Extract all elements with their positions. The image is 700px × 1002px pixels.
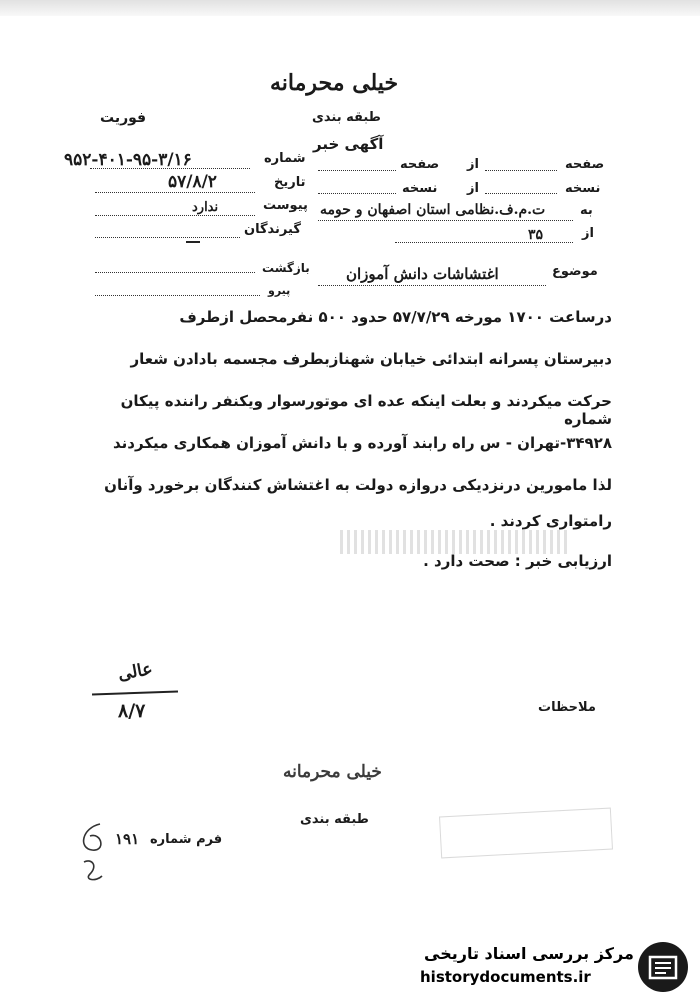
subject-value: اغتشاشات دانش آموزان: [346, 265, 499, 283]
copy-total-dotted-line: [318, 193, 396, 194]
watermark-url: historydocuments.ir: [420, 968, 591, 986]
form-number-label: فرم شماره: [150, 832, 223, 847]
classification-stamp: خیلی محرمانه: [270, 70, 399, 96]
follow-dotted-line: [95, 295, 260, 296]
recipients-label: گیرندگان: [244, 222, 301, 237]
page-of-label: از: [467, 157, 479, 172]
from-dotted-line: [395, 242, 573, 243]
classification-label: طبقه بندی: [312, 110, 381, 125]
urgency-label: فوریت: [100, 110, 147, 126]
date-dotted-line: [95, 192, 255, 193]
footer-classification-label: طبقه بندی: [300, 812, 369, 827]
body-line: دبیرستان پسرانه ابتدائی خیابان شهنازبطرف مجسمه بادادن شعار: [130, 350, 612, 368]
to-label: به: [580, 203, 593, 218]
return-dotted-line: [95, 272, 255, 273]
attachment-value: ندارد: [192, 200, 219, 215]
attachment-dotted-line: [95, 215, 255, 216]
annotation-underline: [92, 690, 178, 695]
page-total-dotted-line: [318, 170, 396, 171]
subject-dotted-line: [318, 285, 546, 286]
handwritten-date: ۸/۷: [118, 700, 146, 722]
from-label: از: [582, 226, 594, 241]
number-dotted-line: [90, 168, 250, 169]
form-title: آگهی خبر: [313, 135, 384, 153]
evaluation-line: ارزیابی خبر : صحت دارد .: [423, 552, 612, 570]
handwritten-initials: عالی: [116, 659, 155, 685]
return-label: بازگشت: [262, 261, 310, 275]
date-value: ۵۷/۸/۲: [168, 172, 217, 192]
page-total-label: صفحه: [400, 157, 440, 172]
to-dotted-line: [318, 220, 573, 221]
footer-classification-stamp: خیلی محرمانه: [283, 762, 382, 782]
body-line: درساعت ۱۷۰۰ مورخه ۵۷/۷/۲۹ حدود ۵۰۰ نفرمحصل ازطرف: [179, 308, 612, 326]
from-value: ۳۵: [528, 227, 544, 243]
page-dotted-line: [485, 170, 557, 171]
scan-edge-smudge: [0, 0, 700, 16]
body-line: رامتواری کردند .: [489, 512, 612, 530]
body-line: ۳۴۹۲۸-تهران - س راه رابند آورده و با دانش آموزان همکاری میکردند: [113, 434, 612, 452]
body-line: حرکت میکردند و بعلت اینکه عده ای موتورسوار ویکنفر راننده پیکان شماره: [120, 392, 612, 428]
faint-bleedthrough-text: [340, 530, 570, 554]
date-label: تاریخ: [274, 175, 306, 190]
page-label: صفحه: [565, 157, 605, 172]
recipients-dotted-line: [95, 237, 240, 238]
recipients-dash-mark: [186, 241, 200, 243]
follow-label: پیرو: [268, 284, 291, 297]
copy-of-label: از: [467, 181, 479, 196]
form-number-value: ۱۹۱: [115, 830, 140, 848]
copy-label: نسخه: [565, 181, 601, 196]
remarks-label: ملاحظات: [538, 700, 596, 715]
archive-logo-icon: [636, 940, 690, 994]
body-line: لذا مامورین درنزدیکی دروازه دولت به اغتشاش کنندگان برخورد وآنان: [104, 476, 612, 494]
faint-bleedthrough-stamp: [439, 808, 613, 859]
subject-label: موضوع: [552, 264, 598, 279]
number-value: ۹۵۲-۴۰۱-۹۵-۳/۱۶: [64, 150, 192, 170]
watermark-title: مرکز بررسی اسناد تاریخی: [424, 944, 634, 963]
attachment-label: پیوست: [263, 198, 308, 213]
number-label: شماره: [264, 151, 306, 166]
handwritten-signature-mark: [72, 818, 112, 888]
copy-total-label: نسخه: [402, 181, 438, 196]
to-value: ت.م.ف.نظامی استان اصفهان و حومه: [320, 202, 546, 218]
copy-dotted-line: [485, 193, 557, 194]
